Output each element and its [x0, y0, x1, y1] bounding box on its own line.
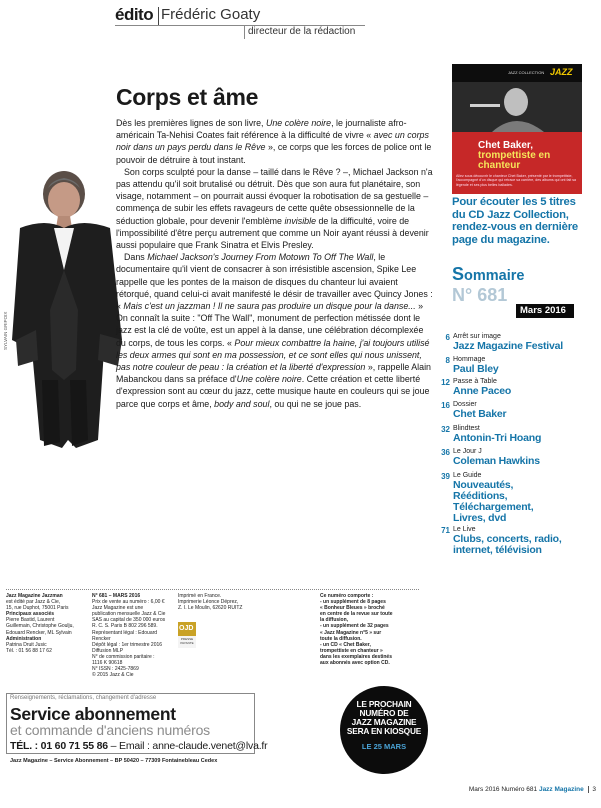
page-folio — [440, 786, 596, 793]
issue-number: N° 681 — [452, 285, 508, 305]
item-headline: Nouveautés, Rééditions, Téléchargement, Livres, dvd — [453, 479, 534, 524]
masthead-column: Jazz Magazine Jazzman est édité par Jazz & Cie, 15, rue Duphot, 75001 Paris Principaux associés Pierre Bastid, Laurent Guillemain, Christophe Goulju, Edouard Rencker, ML Sylvain Administration Patrina Druit Jusic Tél. : 01 56 88 17 62 — [6, 593, 74, 654]
subscription-heading: Renseignements, réclamations, changement d'adresse — [10, 695, 157, 701]
ad-logo: JAZZ — [550, 67, 573, 77]
item-section: Le Guide — [453, 472, 482, 479]
item-page: 36 — [441, 448, 450, 457]
paragraph-3: Dans Michael Jackson's Journey From Motown To Off The Wall, le documentaire qu'il vient de consacrer à son irrésistible ascension, Spike Lee rappelle que les pontes de la maison de disques du chanteur lui avaient rétorqué, quand celui-ci avait manifesté le désir de travailler avec Quincy Jones : « Mais c'est un jazzman ! Il ne saura pas produire un disque pour la danse... » On connaît la suite : "Off The Wall", monument de perfection métissée dont le jazz est la clé de voûte, est un appel à la danse, une célébration décomplexée du corps, de tous les corps. « Pour mieux combattre la haine, j'ai toujours utilisé les deux armes qui sont en ma possession, et ce sont elles qui nous unissent, pas notre couleur de peau : la création et la liberté d'expression », rappelle Alain Mabanckou dans sa préface d'Une colère noire. Cette création et cette liberté d'expression sont au cœur du jazz, cette musique haute en couleurs qui se joue parce que corps et âme, body and soul, ou qui ne se joue pas. — [116, 252, 433, 409]
item-headline: Clubs, concerts, radio, internet, télévision — [453, 533, 562, 556]
footer-divider — [6, 589, 419, 590]
folio-separator — [588, 786, 589, 793]
item-headline: Jazz Magazine Festival — [453, 340, 563, 352]
item-section: Dossier — [453, 401, 477, 408]
header-divider — [244, 25, 245, 39]
folio-number: Numéro 681 — [501, 786, 538, 794]
item-page: 32 — [441, 425, 450, 434]
photo-credit: SYLVAIN GRIPOIX — [3, 311, 8, 350]
ad-collection-label: JAZZ COLLECTION — [508, 70, 545, 75]
printer-column: Imprimé en France. Imprimerie Léonce Déprez, Z. I. Le Moulin, 62620 RUITZ — [178, 593, 243, 612]
item-headline: Antonin-Tri Hoang — [453, 432, 542, 444]
author-role: directeur de la rédaction — [248, 26, 356, 37]
subscription-phone: TÉL. : 01 60 71 55 86 — [10, 740, 108, 752]
item-section: Passe à Table — [453, 378, 497, 385]
item-section: Arrêt sur image — [453, 333, 501, 340]
item-page: 6 — [445, 333, 450, 342]
item-headline: Anne Paceo — [453, 385, 512, 397]
issue-date: Mars 2016 — [516, 304, 574, 318]
item-page: 71 — [441, 526, 450, 535]
item-section: Hommage — [453, 356, 486, 363]
ad-subtitle: trompettiste en chanteur — [478, 150, 551, 171]
item-page: 12 — [441, 378, 450, 387]
subscription-title: Service abonnement — [10, 704, 176, 724]
subscription-contact — [10, 740, 267, 752]
ad-title: Chet Baker, — [478, 140, 534, 151]
author-name: Frédéric Goaty — [161, 6, 261, 23]
item-headline: Paul Bley — [453, 363, 499, 375]
editorial-body — [116, 117, 434, 410]
publication-info-column: N° 681 – MARS 2016 Prix de vente au numéro : 6,00 € Jazz Magazine est une publication mensuelle Jazz & Cie SAS au capital de 350 000 euros R. C. S. Paris B 802 296 589. Représentant légal : Edouard Rencker Dépôt légal : 1er trimestre 2016 Diffusion MLP N° de commission paritaire : 1116 K 90618 N° ISSN : 2425-7869 © 2015 Jazz & Cie — [92, 593, 166, 679]
folio-date: Mars 2016 — [468, 786, 500, 794]
page-number: 3 — [592, 786, 596, 794]
cd-promo-text: Pour écouter les 5 titres du CD Jazz Collection, rendez-vous en dernière page du magazine. — [452, 196, 578, 246]
ojd-sublabel: PRESSE PAYANTE — [178, 636, 196, 648]
subscription-subtitle: et commande d'anciens numéros — [10, 722, 210, 738]
edito-label: édito — [115, 5, 154, 24]
item-page: 16 — [441, 401, 450, 410]
item-section: Le Jour J — [453, 448, 482, 455]
sommaire-title: Sommaire — [452, 264, 525, 284]
ojd-label: OJD — [179, 625, 194, 632]
editorial-title: Corps et âme — [116, 84, 259, 110]
ad-description: Allez sous découvrir le chanteur Chet Baker, présenté par le trompettiste, l'accompagné d'un disque qui retrace sa carrière, des albums qui ont fait sa légende et ses plus belles ballades. — [456, 174, 577, 187]
paragraph-1: Dès les premières lignes de son livre, Une colère noire, le journaliste afro-américain Ta-Nehisi Coates fait référence à la difficulté de vivre « avec un corps noir dans un pays perdu dans le Rêve », ce corps que les forces de police ont le pouvoir de détruire à tout instant. — [116, 118, 432, 165]
cd-ad-cover[interactable] — [452, 64, 582, 194]
subscription-email[interactable]: – Email : anne-claude.venet@lva.fr — [107, 740, 268, 752]
item-section: Le Live — [453, 526, 476, 533]
issue-contents-note: Ce numéro comporte : - un supplément de 8 pages « Bonheur Bleues » broché en centre de la revue sur toute la diffusion, - un supplément de 32 pages « Jazz Magazine n°5 » sur toute la diffusion. - un CD « Chet Baker, trompettiste en chanteur » dans les exemplaires destinés aux abonnés avec option CD. — [320, 593, 393, 667]
next-issue-date: LE 25 MARS — [361, 742, 407, 751]
item-headline: Coleman Hawkins — [453, 455, 540, 467]
next-issue-text: LE PROCHAIN NUMÉRO DE JAZZ MAGAZINE SERA EN KIOSQUE — [346, 699, 422, 736]
header-separator — [158, 7, 159, 25]
subscription-address: Jazz Magazine – Service Abonnement – BP 50420 – 77309 Fontainebleau Cedex — [10, 758, 218, 764]
paragraph-2: Son corps sculpté pour la danse – taillé dans le Rêve ? –, Michael Jackson n'a pas attendu qu'il soit brutalisé ou détruit. Dès que son aura fut planétaire, son visage, notamment – on pourrait aussi évoquer la robotisation de sa gestuelle – commença de subir les effets ravageurs de cette quête obsessionnelle de la séduction globale, pour devenir l'emblème invisible de la difficulté, voire de l'impossibilité d'être perçu autrement que comme un Noir ayant réussi à devenir aussi populaire que Frank Sinatra et Elvis Presley. — [116, 166, 433, 251]
item-section: Blindtest — [453, 425, 480, 432]
item-page: 8 — [445, 356, 450, 365]
folio-magazine: Jazz Magazine — [538, 786, 584, 794]
item-page: 39 — [441, 472, 450, 481]
item-headline: Chet Baker — [453, 408, 507, 420]
ad-photo — [452, 82, 582, 132]
